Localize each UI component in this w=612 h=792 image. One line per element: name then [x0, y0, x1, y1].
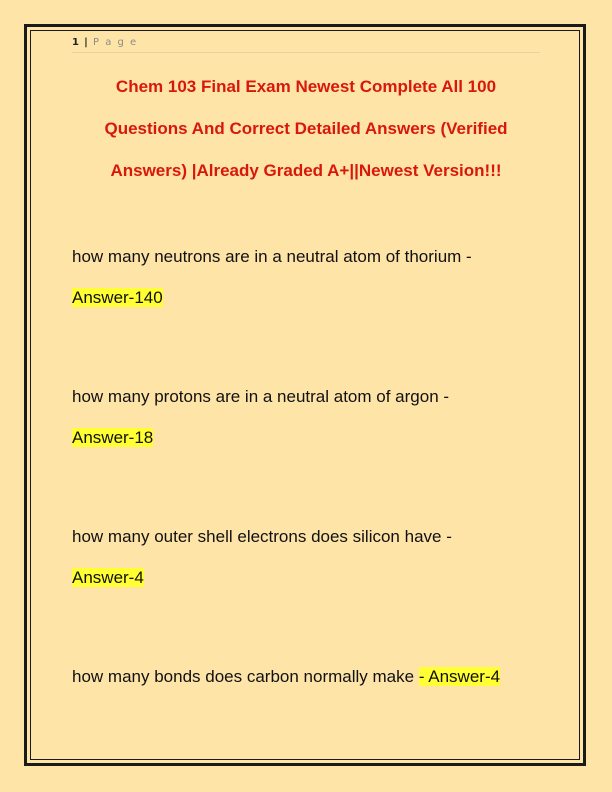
page-number: 1 [72, 37, 79, 48]
title-line-3: Answers) |Already Graded A+||Newest Version!!! [110, 161, 502, 180]
page-header [72, 36, 540, 53]
answer-text: Answer-18 [72, 428, 154, 447]
qa-item [72, 516, 542, 598]
question-text: how many bonds does carbon normally make [72, 667, 415, 686]
qa-item [72, 236, 542, 318]
answer-text: Answer-4 [72, 568, 144, 587]
answer-text: - Answer-4 [418, 667, 501, 686]
page-separator: | [84, 37, 88, 48]
qa-item [72, 376, 542, 458]
qa-item [72, 656, 542, 697]
document-title [72, 66, 540, 192]
title-line-1: Chem 103 Final Exam Newest Complete All 100 [115, 77, 497, 96]
title-line-2: Questions And Correct Detailed Answers (Verified [104, 119, 508, 138]
answer-text: Answer-140 [72, 288, 163, 307]
question-text: how many protons are in a neutral atom of argon - [72, 387, 450, 406]
question-text: how many neutrons are in a neutral atom of thorium - [72, 247, 472, 266]
question-text: how many outer shell electrons does silicon have - [72, 527, 452, 546]
page-label: P a g e [93, 37, 138, 48]
